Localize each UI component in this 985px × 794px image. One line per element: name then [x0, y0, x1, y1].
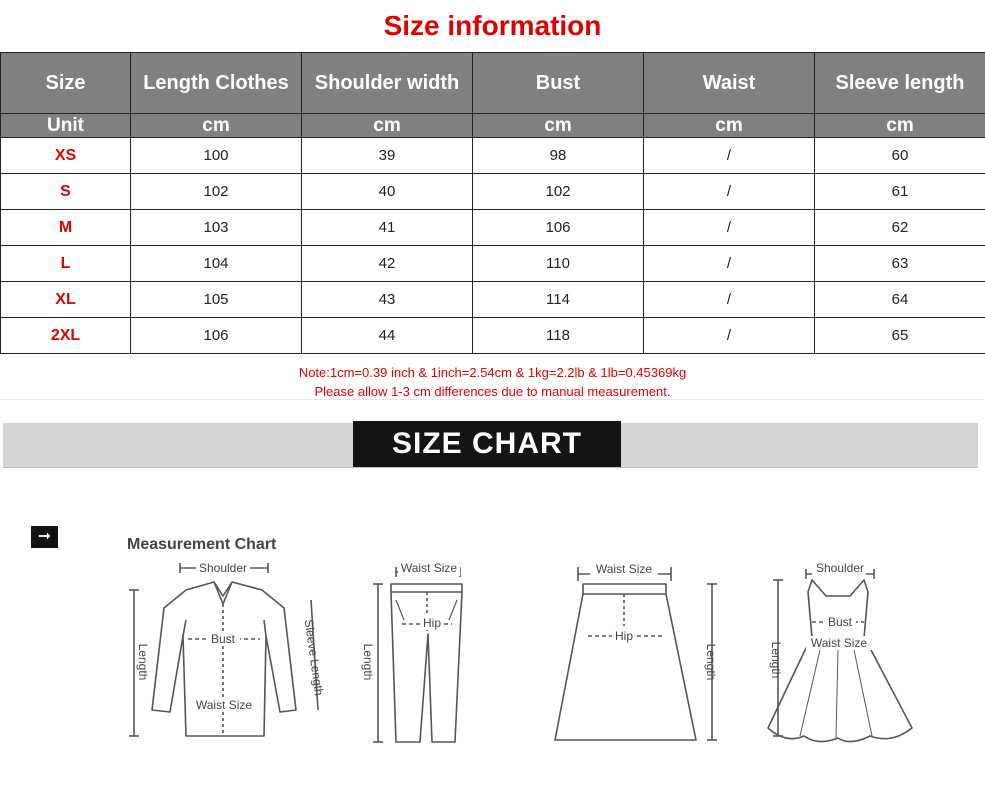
shirt-waist-label: Waist Size	[195, 698, 253, 712]
unit-cell: cm	[131, 114, 302, 138]
table-cell: /	[644, 174, 815, 210]
column-header: Size	[1, 53, 131, 114]
table-cell: 103	[131, 210, 302, 246]
table-cell: 110	[473, 246, 644, 282]
table-cell: /	[644, 318, 815, 354]
table-cell: 105	[131, 282, 302, 318]
table-row	[1, 174, 985, 210]
table-cell: /	[644, 138, 815, 174]
skirt-hip-label: Hip	[614, 629, 634, 643]
dress-waist-label: Waist Size	[810, 636, 868, 650]
conversion-note: Note:1cm=0.39 inch & 1inch=2.54cm & 1kg=2.2lb & 1lb=0.45369kg	[298, 365, 687, 380]
shirt-bust-label: Bust	[210, 632, 236, 646]
unit-cell: cm	[644, 114, 815, 138]
unit-cell: cm	[815, 114, 985, 138]
measurement-chart-title: Measurement Chart	[127, 536, 277, 553]
section-divider	[0, 399, 985, 400]
skirt-length-label: Length	[704, 643, 718, 681]
table-row	[1, 210, 985, 246]
pants-length-label: Length	[361, 643, 375, 681]
skirt-diagram	[555, 567, 717, 740]
table-cell: 44	[302, 318, 473, 354]
table-cell: 104	[131, 246, 302, 282]
column-header: Bust	[473, 53, 644, 114]
table-cell: /	[644, 210, 815, 246]
pants-diagram	[373, 567, 462, 742]
table-cell: 100	[131, 138, 302, 174]
size-chart-banner: SIZE CHART	[353, 421, 621, 467]
dress-diagram	[768, 569, 912, 742]
measurement-notes	[0, 363, 985, 401]
table-cell: 65	[815, 318, 985, 354]
shirt-shoulder-label: Shoulder	[198, 561, 248, 575]
table-cell: 41	[302, 210, 473, 246]
table-row	[1, 282, 985, 318]
column-header: Shoulder width	[302, 53, 473, 114]
size-label: XS	[1, 138, 131, 174]
table-unit-row	[1, 114, 985, 138]
pants-hip-label: Hip	[422, 616, 442, 630]
table-cell: 42	[302, 246, 473, 282]
table-cell: 40	[302, 174, 473, 210]
unit-cell: Unit	[1, 114, 131, 138]
table-row	[1, 318, 985, 354]
table-cell: 114	[473, 282, 644, 318]
size-label: XL	[1, 282, 131, 318]
page-title: Size information	[383, 10, 602, 41]
size-label: M	[1, 210, 131, 246]
column-header: Waist	[644, 53, 815, 114]
unit-cell: cm	[302, 114, 473, 138]
size-label: L	[1, 246, 131, 282]
dress-bust-label: Bust	[827, 615, 853, 629]
table-cell: 106	[473, 210, 644, 246]
table-cell: 102	[131, 174, 302, 210]
column-header: Length Clothes	[131, 53, 302, 114]
arrow-right-icon[interactable]: ➞	[31, 526, 58, 548]
table-cell: 61	[815, 174, 985, 210]
table-cell: 118	[473, 318, 644, 354]
table-cell: 106	[131, 318, 302, 354]
table-cell: /	[644, 246, 815, 282]
pants-waist-label: Waist Size	[400, 561, 458, 575]
size-label: 2XL	[1, 318, 131, 354]
table-row	[1, 246, 985, 282]
column-header: Sleeve length	[815, 53, 985, 114]
measurement-diagrams	[0, 550, 985, 750]
table-cell: /	[644, 282, 815, 318]
size-table	[0, 52, 985, 354]
table-cell: 60	[815, 138, 985, 174]
table-row	[1, 138, 985, 174]
shirt-sleeve-label: Sleeve Length	[301, 618, 327, 697]
table-cell: 63	[815, 246, 985, 282]
table-cell: 39	[302, 138, 473, 174]
skirt-waist-label: Waist Size	[595, 562, 653, 576]
dress-length-label: Length	[769, 641, 783, 679]
size-label: S	[1, 174, 131, 210]
table-cell: 98	[473, 138, 644, 174]
tolerance-note: Please allow 1-3 cm differences due to manual measurement.	[314, 384, 671, 399]
dress-shoulder-label: Shoulder	[815, 561, 865, 575]
table-header-row	[1, 53, 985, 114]
table-cell: 64	[815, 282, 985, 318]
table-cell: 62	[815, 210, 985, 246]
shirt-length-label: Length	[136, 643, 150, 681]
table-cell: 43	[302, 282, 473, 318]
table-cell: 102	[473, 174, 644, 210]
unit-cell: cm	[473, 114, 644, 138]
